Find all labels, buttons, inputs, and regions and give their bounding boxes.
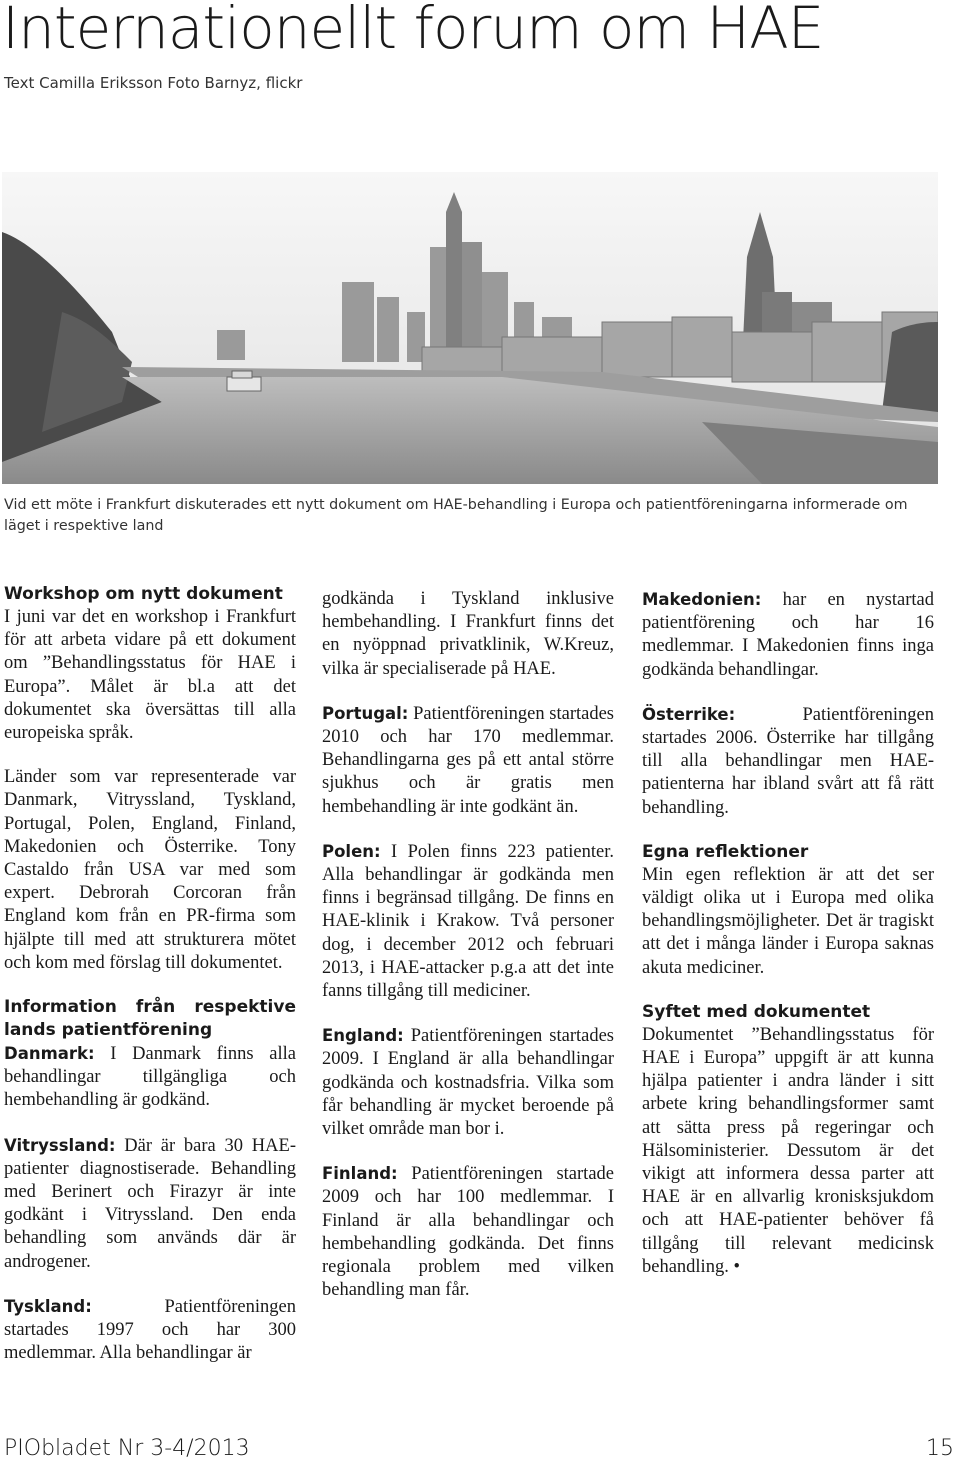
paragraph-england bbox=[322, 1024, 614, 1141]
paragraph-tyskland-cont: godkända i Tyskland inklusive hembehandling. I Frankfurt finns det en nyöppnad privatklinik, W.Kreuz, vilka är specialiserade på HAE. bbox=[322, 589, 614, 679]
article-column-1 bbox=[4, 583, 296, 1386]
section-heading-workshop: Workshop om nytt dokument bbox=[4, 584, 283, 604]
country-text-tyskland: Patientföreningen startades 1997 och har 300 medlemmar. Alla behandlingar är bbox=[4, 1296, 296, 1364]
country-text-vitryssland: Där är bara 30 HAE-patienter diagnostiserade. Behandling med Berinert och Firazyr är inte godkänt i Vitryssland. Den enda behandling som används där är androgener. bbox=[4, 1135, 296, 1272]
paragraph-tyskland bbox=[4, 1295, 296, 1366]
country-lead-finland: Finland: bbox=[322, 1164, 398, 1184]
paragraph-danmark bbox=[4, 1042, 296, 1113]
country-text-danmark: I Danmark finns alla behandlingar tillgängliga och hembehandling är godkänd. bbox=[4, 1044, 296, 1111]
country-lead-england: England: bbox=[322, 1026, 404, 1046]
country-lead-tyskland: Tyskland: bbox=[4, 1296, 92, 1316]
country-text-portugal: Patientföreningen startades 2010 och har 170 medlemmar. Behandlingarna ges på ett antal större sjukhus och är gratis men hembehandling är inte godkänt än. bbox=[322, 703, 614, 817]
paragraph-polen bbox=[322, 840, 614, 1003]
country-text-finland: Patientföreningen startade 2009 och har 100 medlemmar. I Finland är alla behandlingar och hembehandling godkända. Det finns regionala problem med vilken behandling man får. bbox=[322, 1164, 614, 1301]
paragraph-finland bbox=[322, 1162, 614, 1302]
publication-footer: PIObladet Nr 3-4/2013 bbox=[4, 1436, 250, 1461]
country-lead-danmark: Danmark: bbox=[4, 1044, 95, 1064]
paragraph-egna-reflektioner: Min egen reflektion är att det ser väldigt olika ut i Europa med olika behandlingsmöjligheter. Det är tragiskt att det i många länder i Europa saknas akuta mediciner. bbox=[642, 864, 934, 978]
paragraph-workshop: I juni var det en workshop i Frankfurt för att arbeta vidare på ett dokument om ”Behandlingsstatus för HAE i Europa”. Målet är bl.a att det dokumentet ska översättas till alla europeiska språk. bbox=[4, 607, 296, 744]
article-title: Internationellt forum om HAE bbox=[2, 0, 824, 62]
frankfurt-skyline-river-photo bbox=[2, 172, 938, 484]
country-text-england: Patientföreningen startades 2009. I England är alla behandlingar godkända och kostnadsfria. Vilka som får behandling är mycket beroende på vilket område man bor i. bbox=[322, 1026, 614, 1140]
article-column-3 bbox=[642, 588, 934, 1300]
country-lead-vitryssland: Vitryssland: bbox=[4, 1135, 116, 1155]
country-lead-portugal: Portugal: bbox=[322, 703, 409, 723]
country-text-osterrike: Patientföreningen startades 2006. Österrike har tillgång till alla behandlingar men HAE-patienterna har ibland svårt att få rätt behandling. bbox=[642, 704, 934, 818]
country-text-polen: I Polen finns 223 patienter. Alla behandlingar är godkända men finns i begränsad tillgång. De finns en HAE-klinik i Krakow. Två personer dog, i december 2012 och februari 2013, i HAE-attacker p.g.a att det inte fanns tillgång till mediciner. bbox=[322, 841, 614, 1002]
page-number: 15 bbox=[926, 1436, 954, 1461]
section-heading-egna-reflektioner: Egna reflektioner bbox=[642, 841, 809, 862]
section-heading-syftet: Syftet med dokumentet bbox=[642, 1001, 871, 1022]
photo-caption: Vid ett möte i Frankfurt diskuterades ett nytt dokument om HAE-behandling i Europa och patientföreningarna informerade om läget i respektive land bbox=[4, 497, 908, 534]
country-text-makedonien: har en nystartad patientförening och har 16 medlemmar. I Makedonien finns inga godkända behandlingar. bbox=[642, 590, 934, 680]
paragraph-osterrike bbox=[642, 703, 934, 820]
paragraph-vitryssland bbox=[4, 1134, 296, 1274]
paragraph-countries: Länder som var representerade var Danmark, Vitryssland, Tyskland, Portugal, Polen, England, Finland, Makedonien och Österrike. Tony Castaldo från USA var med som expert. Debrorah Corcoran från England kom från en PR-firma som hjälpte till med att strukturera mötet och kom med förslag till dokumentet. bbox=[4, 767, 296, 973]
section-heading-information: Information från respektive lands patientförening bbox=[4, 997, 296, 1041]
country-lead-makedonien: Makedonien: bbox=[642, 590, 762, 609]
paragraph-makedonien bbox=[642, 588, 934, 682]
country-lead-osterrike: Österrike: bbox=[642, 704, 736, 724]
article-column-2 bbox=[322, 588, 614, 1323]
paragraph-syftet: Dokumentet ”Behandlingsstatus för HAE i Europa” uppgift är att kunna hjälpa patienter i andra länder i sitt arbete kring behandlingsformer samt att sätta press på regeringar och Hälsoministerier. Dessutom är det vikigt att informera dessa parter att HAE är en allvarlig kronisksjukdom och att HAE-patienter behöver få tillgång till relevant medicinsk behandling. • bbox=[642, 1024, 934, 1277]
country-lead-polen: Polen: bbox=[322, 841, 381, 861]
paragraph-portugal bbox=[322, 702, 614, 819]
byline: Text Camilla Eriksson Foto Barnyz, flickr bbox=[4, 74, 303, 92]
